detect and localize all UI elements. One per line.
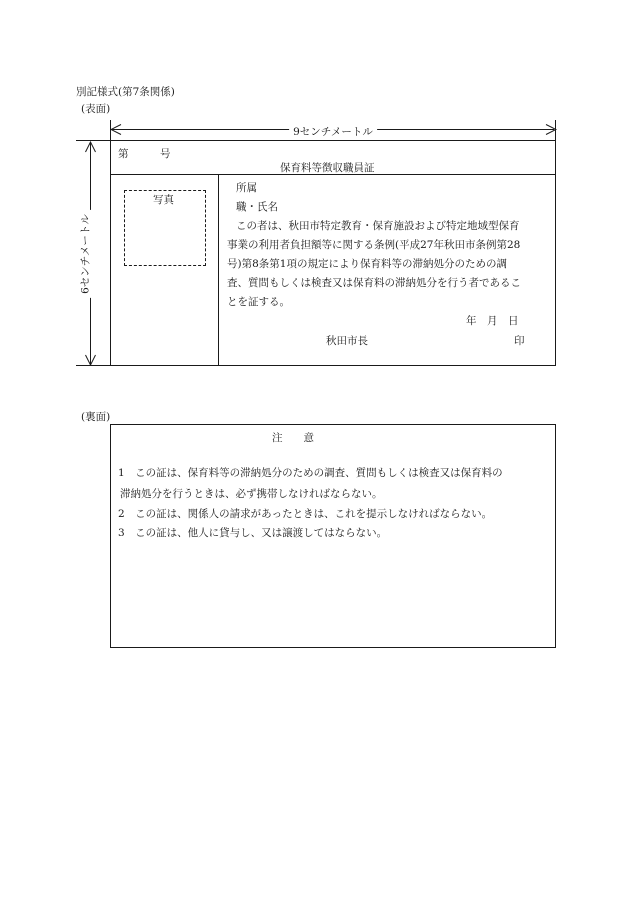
card-title: 保育料等徴収職員証 bbox=[280, 162, 375, 174]
width-tick-right bbox=[555, 120, 556, 140]
width-tick-left bbox=[110, 120, 111, 140]
note-item: 3 この証は、他人に貸与し、又は譲渡してはならない。 bbox=[118, 527, 388, 539]
affiliation-label: 所属 bbox=[236, 182, 257, 194]
notes-heading: 注 意 bbox=[272, 432, 314, 444]
width-label: 9センチメートル bbox=[289, 124, 377, 139]
photo-label: 写真 bbox=[153, 194, 174, 206]
height-label: 6センチメートル bbox=[78, 210, 93, 298]
position-name-label: 職・氏名 bbox=[236, 201, 278, 213]
front-label: (表面) bbox=[81, 103, 111, 115]
certificate-body-line: 号)第8条第1項の規定により保育料等の滞納処分のための調 bbox=[227, 258, 507, 270]
note-item-continuation: 滞納処分を行うときは、必ず携帯しなければならない。 bbox=[120, 488, 383, 500]
note-item: 2 この証は、関係人の請求があったときは、これを提示しなければならない。 bbox=[118, 508, 493, 520]
certificate-body-line: 事業の利用者負担額等に関する条例(平成27年秋田市条例第28 bbox=[227, 239, 521, 251]
form-title: 別記様式(第7条関係) bbox=[76, 86, 175, 98]
certificate-body-line: 査、質問もしくは検査又は保育料の滞納処分を行う者であるこ bbox=[227, 277, 521, 289]
back-label: (裏面) bbox=[81, 411, 111, 423]
width-arrow-left-icon bbox=[110, 124, 122, 135]
issuer-name: 秋田市長 bbox=[326, 335, 368, 347]
seal-label: 印 bbox=[514, 335, 525, 347]
certificate-body-line: この者は、秋田市特定教育・保育施設および特定地域型保育 bbox=[236, 220, 520, 232]
issue-date-label: 年 月 日 bbox=[466, 315, 519, 327]
certificate-body-line: とを証する。 bbox=[227, 296, 290, 308]
card-photo-divider bbox=[218, 174, 219, 366]
card-number-label: 第 号 bbox=[118, 148, 171, 160]
note-item: 1 この証は、保育料等の滞納処分のための調査、質問もしくは検査又は保育料の bbox=[118, 467, 503, 479]
